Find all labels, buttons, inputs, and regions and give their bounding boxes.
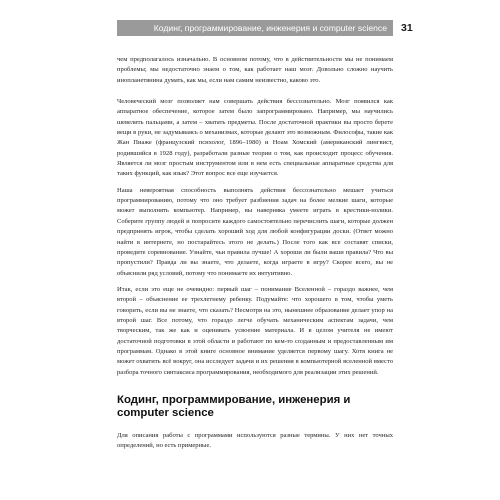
page-number: 31 [401,22,413,34]
running-head-title: Кодинг, программирование, инженерия и computer science [153,23,387,33]
paragraph-1: чем предполагалось изначально. В основном потому, что в действительности мы не понимаем проблемы; мы недостаточно знаем о том, как работает наш мозг. Довольно сложно научить инопланетянина думать, как мы, если нам самим неизвестно, каково это. [117,56,393,84]
paragraph-4: Итак, если это еще не очевидно: первый шаг – понимание Вселенной – гораздо важнее, чем второй – объяснение ее трехлетнему ребенку. Подумайте: что хорошего в том, чтобы уметь говорить, если вы не знаете, что сказать? Несмотря на это, нынешнее образование делает упор на второй шаг. Все потому, что гораздо легче обучать механическим аспектам задачи, чем творческим, так же как и оценивать усвоение материала. И в целом учителя не имеют достаточной подготовки в этой области и работают по кем-то созданным и предоставленным им программам. Однако в этой книге основное внимание уделяется первому шагу. Хотя книга не может охватить всё вокруг, она исследует задачи и их решения в компьютерной вселенной вместо разбора точного синтаксиса программирования, необходимого для реализации этих решений. [117,285,393,376]
page-body [117,55,393,458]
section-heading: Кодинг, программирование, инженерия и computer science [117,393,351,420]
section-paragraph: Для описания работы с программами используются разные термины. У них нет точных определений, но есть примерные. [117,431,393,450]
paragraph-3: Наша невероятная способность выполнять действия бессознательно мешает учиться программированию, потому что оно требует разбиения задач на более мелкие шаги, которые может выполнять компьютер. Например, вы наверняка умеете играть в крестики-нолики. Соберите группу людей и попросите каждого самостоятельно перечислить шаги, которые должен предпринять игрок, чтобы сделать хороший ход для любой конфигурации доски. (Ответ можно найти в интернете, но постарайтесь этого не делать.) После того как все составят списки, проведите соревнование. Узнайте, чьи правила лучше! А хороши ли были ваши правила? Что вы пропустили? Правда ли вы знаете, что делаете, когда играете в игру? Скорее всего, вы не объяснили ряд условий, потому что понимаете их интуитивно. [117,186,393,277]
paragraph-2: Человеческий мозг позволяет нам совершать действия бессознательно. Мозг появился как аппаратное обеспечение, которое затем было запрограммировано. Например, мы научились шевелить пальцами, а затем – хватать предметы. После достаточной практики вы просто берете вещи в руки, не задумываясь о механизмах, которые делают это возможным. Философы, такие как Жан Пиаже (французский психолог, 1896–1980) и Ноам Хомский (американский лингвист, родившийся в 1928 году), разработали разные теории о том, как происходит процесс обучения. Является ли мозг простым инструментом или в нем есть специальные аппаратные средства для таких функций, как язык? Этот вопрос все еще изучается. [117,98,393,178]
running-head [117,20,393,36]
